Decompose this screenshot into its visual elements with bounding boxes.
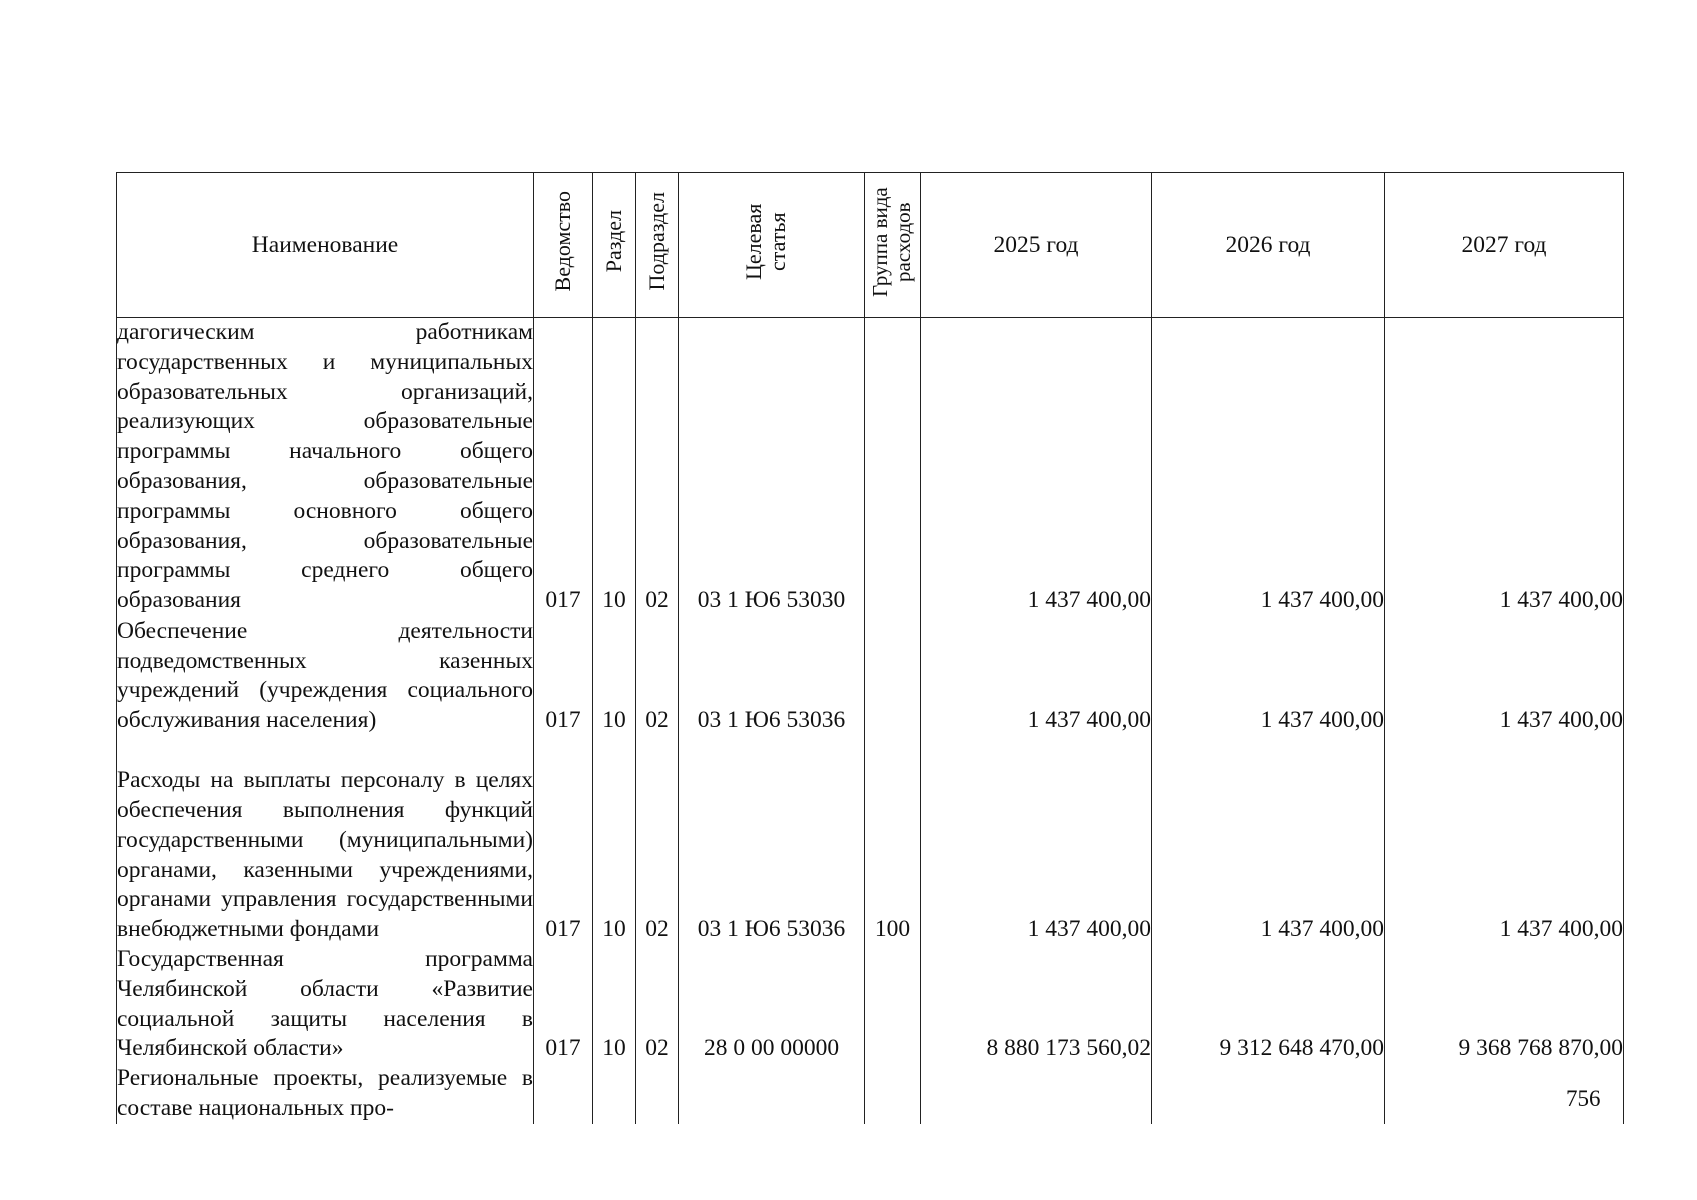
- page-number: 756: [1566, 1086, 1601, 1111]
- row-name: дагогическим работникам государственных и муниципальных образовательных организаций, реализующих образовательные программы начального общего образования, образовательные программы основного общего образования, образовательные программы среднего общего образования: [117, 318, 534, 616]
- row-2025: 1 437 400,00: [921, 318, 1152, 616]
- header-vedomstvo: Ведомство: [534, 173, 593, 318]
- table-row: [117, 616, 1624, 736]
- row-podrazdel: [636, 1064, 679, 1124]
- row-gruppa: [865, 318, 921, 616]
- row-vedomstvo: 017: [534, 736, 593, 945]
- row-celevaya-statya: 03 1 Ю6 53036: [679, 736, 865, 945]
- row-gruppa: 100: [865, 736, 921, 945]
- table-row: [117, 736, 1624, 945]
- row-2027: 1 437 400,00: [1385, 736, 1624, 945]
- header-name: Наименование: [117, 173, 534, 318]
- table-row: [117, 318, 1624, 616]
- header-podrazdel: Подраздел: [636, 173, 679, 318]
- row-2025: [921, 1064, 1152, 1124]
- header-celevaya-statya: Целевая статья: [679, 173, 865, 318]
- row-podrazdel: 02: [636, 736, 679, 945]
- row-2026: 1 437 400,00: [1152, 736, 1385, 945]
- row-razdel: 10: [593, 616, 636, 736]
- budget-table: [116, 172, 1624, 1124]
- row-celevaya-statya: 03 1 Ю6 53030: [679, 318, 865, 616]
- row-2027: 1 437 400,00: [1385, 616, 1624, 736]
- row-name: Региональные проекты, реализуемые в составе национальных про-: [117, 1064, 534, 1124]
- row-name: Государственная программа Челябинской области «Развитие социальной защиты населения в Челябинской области»: [117, 945, 534, 1064]
- row-2027: 9 368 768 870,00: [1385, 945, 1624, 1064]
- row-celevaya-statya: 28 0 00 00000: [679, 945, 865, 1064]
- row-podrazdel: 02: [636, 945, 679, 1064]
- header-year-2025: 2025 год: [921, 173, 1152, 318]
- row-celevaya-statya: 03 1 Ю6 53036: [679, 616, 865, 736]
- row-vedomstvo: 017: [534, 945, 593, 1064]
- row-2026: 1 437 400,00: [1152, 318, 1385, 616]
- header-year-2027: 2027 год: [1385, 173, 1624, 318]
- row-razdel: 10: [593, 318, 636, 616]
- row-gruppa: [865, 616, 921, 736]
- row-2025: 1 437 400,00: [921, 736, 1152, 945]
- row-vedomstvo: 017: [534, 616, 593, 736]
- row-2026: [1152, 1064, 1385, 1124]
- header-gruppa-vida-rashodov: Группа вида расходов: [865, 173, 921, 318]
- row-name: Расходы на выплаты персоналу в целях обеспечения выполнения функций государственными (муниципальными) органами, казенными учреждениями, органами управления государственными внебюджетными фондами: [117, 736, 534, 945]
- row-2025: 1 437 400,00: [921, 616, 1152, 736]
- header-row: [117, 173, 1624, 318]
- header-razdel: Раздел: [593, 173, 636, 318]
- table-row: [117, 945, 1624, 1064]
- row-podrazdel: 02: [636, 318, 679, 616]
- row-2026: 9 312 648 470,00: [1152, 945, 1385, 1064]
- row-gruppa: [865, 1064, 921, 1124]
- row-celevaya-statya: [679, 1064, 865, 1124]
- row-vedomstvo: [534, 1064, 593, 1124]
- row-podrazdel: 02: [636, 616, 679, 736]
- row-2026: 1 437 400,00: [1152, 616, 1385, 736]
- row-name: Обеспечение деятельности подведомственных казенных учреждений (учреждения социального обслуживания населения): [117, 616, 534, 736]
- header-year-2026: 2026 год: [1152, 173, 1385, 318]
- row-razdel: 10: [593, 736, 636, 945]
- table-row: [117, 1064, 1624, 1124]
- row-razdel: [593, 1064, 636, 1124]
- row-gruppa: [865, 945, 921, 1064]
- row-vedomstvo: 017: [534, 318, 593, 616]
- row-2027: 1 437 400,00: [1385, 318, 1624, 616]
- row-razdel: 10: [593, 945, 636, 1064]
- row-2025: 8 880 173 560,02: [921, 945, 1152, 1064]
